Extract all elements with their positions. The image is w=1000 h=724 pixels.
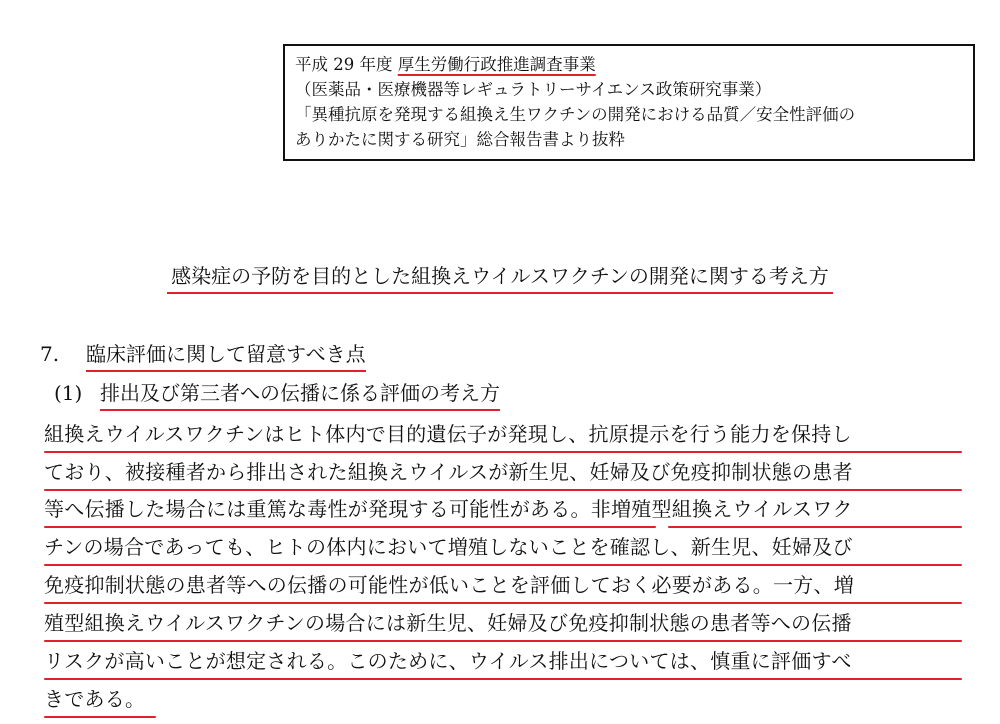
body-line-4: チンの場合であっても、ヒトの体内において増殖しないことを確認し、新生児、妊婦及び bbox=[44, 535, 853, 559]
body-line-3: 等へ伝播した場合には重篤な毒性が発現する可能性がある。非増殖型組換えウイルスワク bbox=[44, 497, 853, 521]
body-line-6: 殖型組換えウイルスワクチンの場合には新生児、妊婦及び免疫抑制状態の患者等への伝播 bbox=[44, 611, 852, 635]
body-line-1: 組換えウイルスワクチンはヒト体内で目的遺伝子が発現し、抗原提示を行う能力を保持し bbox=[44, 422, 852, 446]
section-title: 臨床評価に関して留意すべき点 bbox=[86, 340, 366, 372]
source-line-1-highlight: 厚生労働行政推進調査事業 bbox=[397, 55, 596, 74]
source-line-4: ありかたに関する研究」総合報告書より抜粋 bbox=[295, 130, 625, 149]
underline-mark-8 bbox=[44, 716, 156, 718]
underline-mark-2 bbox=[44, 489, 962, 491]
body-line-7: リスクが高いことが想定される。このために、ウイルス排出については、慎重に評価すべ bbox=[44, 649, 852, 673]
underline-mark-6 bbox=[44, 640, 962, 642]
underline-mark-5 bbox=[44, 602, 962, 604]
subsection-title: 排出及び第三者への伝播に係る評価の考え方 bbox=[100, 379, 500, 411]
underline-mark-1 bbox=[44, 451, 962, 453]
source-line-1 bbox=[295, 52, 973, 77]
underline-mark-7 bbox=[44, 678, 962, 680]
source-citation-box bbox=[283, 44, 975, 161]
section-heading bbox=[40, 340, 366, 372]
section-number: 7. bbox=[40, 342, 60, 366]
underline-mark-3a bbox=[44, 526, 656, 528]
subsection-number: (1) bbox=[54, 381, 83, 405]
body-line-5: 免疫抑制状態の患者等への伝播の可能性が低いことを評価しておく必要がある。一方、増 bbox=[44, 573, 854, 597]
body-line-8: きである。 bbox=[44, 687, 146, 711]
source-line-1-prefix: 平成 29 年度 bbox=[295, 55, 398, 74]
source-line-3: 「異種抗原を発現する組換え生ワクチンの開発における品質／安全性評価の bbox=[295, 105, 856, 124]
document-title bbox=[0, 262, 1000, 294]
underline-mark-3b bbox=[668, 526, 962, 528]
source-line-2: （医薬品・医療機器等レギュラトリーサイエンス政策研究事業） bbox=[295, 80, 772, 99]
body-line-2: ており、被接種者から排出された組換えウイルスが新生児、妊婦及び免疫抑制状態の患者 bbox=[44, 460, 853, 484]
underline-mark-4 bbox=[44, 564, 962, 566]
subsection-heading bbox=[54, 379, 500, 411]
document-title-text: 感染症の予防を目的とした組換えウイルスワクチンの開発に関する考え方 bbox=[167, 262, 833, 294]
